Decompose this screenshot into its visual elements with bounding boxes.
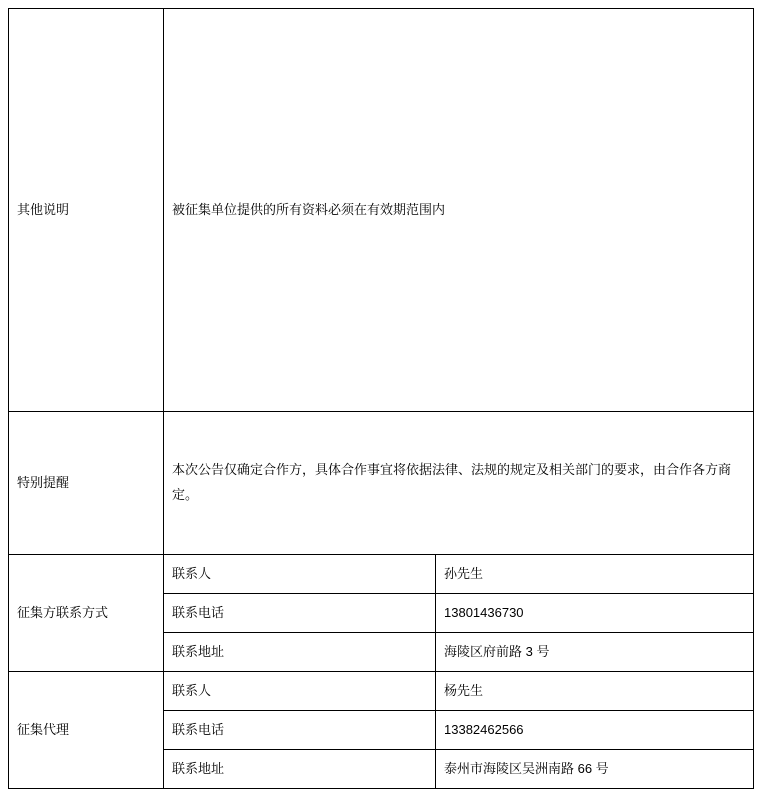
table-row-agent-contact-person bbox=[9, 672, 754, 711]
field-value-collector-contact-address: 海陵区府前路 3 号 bbox=[436, 633, 754, 672]
special-reminder-text: 本次公告仅确定合作方，具体合作事宜将依据法律、法规的规定及相关部门的要求，由合作各方商定。 bbox=[172, 462, 732, 502]
table-row-other-description bbox=[9, 9, 754, 412]
field-value-agent-contact-person: 杨先生 bbox=[436, 672, 754, 711]
field-label-agent-contact-phone: 联系电话 bbox=[164, 711, 436, 750]
table-row-collector-contact-person bbox=[9, 555, 754, 594]
field-value-agent-contact-address: 泰州市海陵区吴洲南路 66 号 bbox=[436, 750, 754, 789]
field-label-collector-contact-address: 联系地址 bbox=[164, 633, 436, 672]
row-label-other-description: 其他说明 bbox=[9, 9, 164, 412]
row-label-collector-contact: 征集方联系方式 bbox=[9, 555, 164, 672]
field-value-collector-contact-phone: 13801436730 bbox=[436, 594, 754, 633]
table-row-special-reminder bbox=[9, 412, 754, 555]
row-label-collection-agent: 征集代理 bbox=[9, 672, 164, 789]
field-value-collector-contact-person: 孙先生 bbox=[436, 555, 754, 594]
field-label-collector-contact-phone: 联系电话 bbox=[164, 594, 436, 633]
other-description-text: 被征集单位提供的所有资料必须在有效期范围内 bbox=[172, 201, 446, 217]
field-label-collector-contact-person: 联系人 bbox=[164, 555, 436, 594]
field-label-agent-contact-person: 联系人 bbox=[164, 672, 436, 711]
field-label-agent-contact-address: 联系地址 bbox=[164, 750, 436, 789]
row-content-special-reminder bbox=[164, 412, 754, 555]
row-label-special-reminder: 特别提醒 bbox=[9, 412, 164, 555]
announcement-table bbox=[8, 8, 754, 789]
field-value-agent-contact-phone: 13382462566 bbox=[436, 711, 754, 750]
row-content-other-description bbox=[164, 9, 754, 412]
